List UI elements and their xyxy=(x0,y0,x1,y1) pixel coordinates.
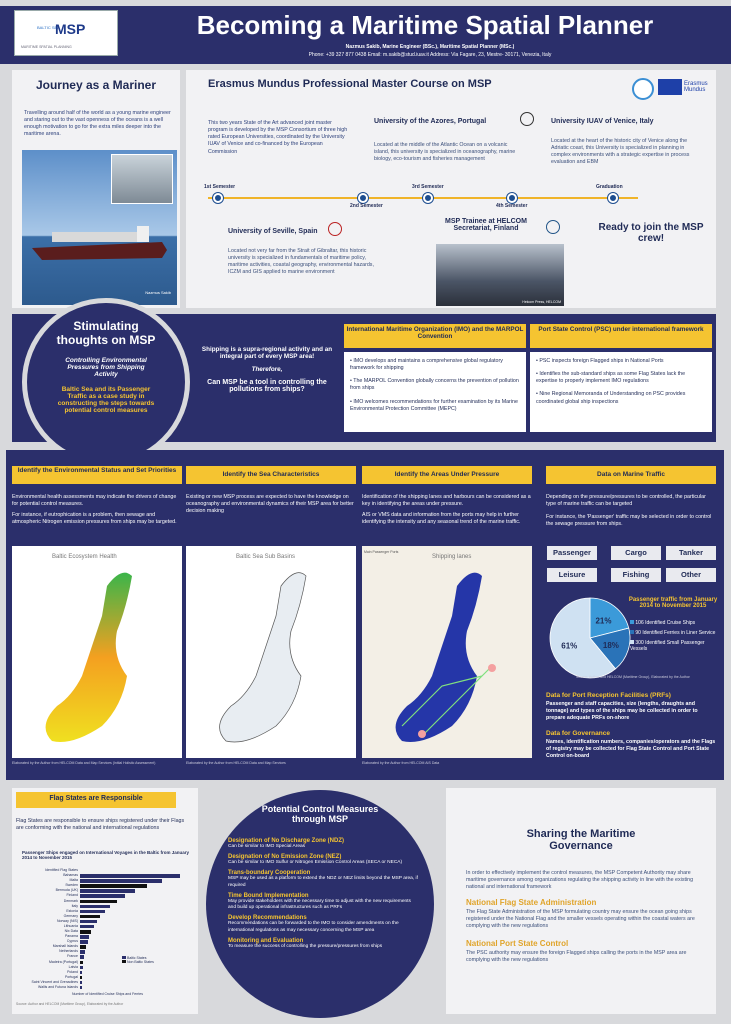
timeline-dot-3 xyxy=(423,193,433,203)
eu-flag-icon xyxy=(658,79,682,95)
flag-bar xyxy=(80,889,135,893)
flag-row: Wallis and Futuna Islands xyxy=(38,984,78,989)
flag-row: Netherlands xyxy=(59,949,78,954)
flag-bar xyxy=(80,955,84,959)
type-cargo: Cargo xyxy=(611,546,661,560)
imo-box: • IMO develops and maintains a comprehensive global regulatory framework for shipping • The MARPOL Convention globally concerns the prevention of pollution from ships • IMO welcomes recommendations for further examination by its Marine Environmental Protection Committee (MEPC) xyxy=(344,352,526,432)
pressure-title: Identify the Areas Under Pressure xyxy=(362,466,532,484)
flag-row: Lithuania xyxy=(63,923,78,928)
ship-photo xyxy=(22,150,177,305)
flag-bar xyxy=(80,930,91,934)
flag-row: Norway (NIS) xyxy=(56,918,78,923)
flag-row: Panama xyxy=(64,934,78,939)
azores-text: Located at the middle of the Atlantic Ocean on a volcanic island, this university is specialized in oceanography, marine biology, eco-tourism and fisheries management xyxy=(374,142,516,163)
psc-box: • PSC inspects foreign Flagged ships in National Ports • Identifies the sub-standard ships as some Flag States lack the expertise to properly implement IMO regulations • Nine Regional Memoranda of Understanding on PSC provides coordinated global ship inspections xyxy=(530,352,712,432)
flag-bar xyxy=(80,879,162,883)
control-measure-text: May provide stakeholders with the necessary time to adjust with the new requirements and build up operational infrastructures such as PRFs xyxy=(228,898,411,911)
flag-bar xyxy=(80,981,82,985)
semester-2: 2nd Semester xyxy=(350,203,383,209)
flag-row: Identified Flag States xyxy=(45,868,78,872)
stimulating-focus: Baltic Sea and its Passenger Traffic as a case study in constructing the steps towards potential control measures xyxy=(57,386,155,414)
venice-text: Located at the heart of the historic city of Venice along the Adriatic coast, this University is specialized in planning in complex environments with a strategic expertise in process evaluation and EBM xyxy=(551,138,690,166)
flag-row: Madeira (Portugal) xyxy=(49,959,78,964)
msp-logo: BALTIC SEA MSP MARITIME SPATIAL PLANNING xyxy=(14,10,118,56)
azores-seal-icon xyxy=(520,112,534,126)
flag-row: Bahamas xyxy=(63,873,78,878)
control-measure-heading: Designation of No Discharge Zone (NDZ) xyxy=(228,838,345,844)
flag-row: Poland xyxy=(67,969,78,974)
flag-row: Saint Vincent and Grenadines xyxy=(31,979,78,984)
timeline-dot-4 xyxy=(507,193,517,203)
ecosystem-map-title: Baltic Ecosystem Health xyxy=(52,554,117,560)
journey-text: Travelling around half of the world as a young marine engineer and staring out to the vast openness of the oceans is a well enough motivation to go for the extra miles deeper into the maritime arena. xyxy=(24,110,171,138)
timeline-dot-1 xyxy=(213,193,223,203)
sub-basins-title: Baltic Sea Sub Basins xyxy=(236,554,296,560)
flag-bar xyxy=(80,910,105,914)
flag-chart-title: Passenger Ships engaged on International Voyages in the Baltic from January 2014 to November 2015 xyxy=(22,850,189,860)
control-measures-circle xyxy=(206,790,434,1018)
flag-row: Portugal xyxy=(64,974,78,979)
flag-row: Malta xyxy=(69,878,78,883)
flag-row: Germany xyxy=(63,913,78,918)
flag-bar xyxy=(80,976,82,980)
sea-char-text: Existing or new MSP process are expected to have the knowledge on oceanography and environmental dynamics of their MSP area for better decision making xyxy=(186,494,354,515)
stimulating-band xyxy=(12,314,716,442)
erasmus-panel xyxy=(186,70,716,308)
ecosystem-map-source: Elaborated by the Author from HELCOM Data and Map Services (Initial Holistic Assessment) xyxy=(12,761,156,765)
shipping-lanes-map xyxy=(362,546,532,758)
flag-bar xyxy=(80,966,83,970)
erasmus-brand: Erasmus Mundus xyxy=(684,81,708,93)
flag-bar xyxy=(80,874,180,878)
type-leisure: Leisure xyxy=(547,568,597,582)
author-line: Nazmus Sakib, Marine Engineer (BSc.), Maritime Spatial Planner (MSc.) xyxy=(345,44,515,50)
flag-row: Sweden xyxy=(65,883,78,888)
pie-legend: 106 Identified Cruise Ships 90 Identified Ferries in Liner Service 300 Identified Small Passenger Vessels xyxy=(630,620,716,653)
venice-title: University IUAV of Venice, Italy xyxy=(551,118,654,125)
sub-basins-source: Elaborated by the Author from HELCOM Data and Map Services xyxy=(186,761,286,765)
control-measure-heading: Trans-boundary Cooperation xyxy=(228,870,311,877)
timeline-dot-2 xyxy=(358,193,368,203)
sea-char-title: Identify the Sea Characteristics xyxy=(186,466,356,484)
flag-bar xyxy=(80,894,125,898)
control-title: Potential Control Measures through MSP xyxy=(261,804,379,824)
flag-states-title: Flag States are Responsible xyxy=(16,792,176,808)
mariner-photo xyxy=(111,154,173,204)
flag-legend: Baltic States Non Baltic States xyxy=(122,956,154,964)
env-status-text: Environmental health assessments may indicate the drivers of change for potential control measures. For instance, if eutrophication is a problem, then sewage and atmospheric Nitrogen emission pressures from ships may be targeted. xyxy=(12,494,177,526)
flag-bar xyxy=(80,961,83,965)
flag-states-text: Flag States are responsible to ensure ships registered under their Flags are conforming with the national and international regulations xyxy=(16,818,185,832)
trainee-title: MSP Trainee at HELCOM Secretariat, Finland xyxy=(445,218,527,232)
flag-xlabel: Number of Identified Cruise Ships and Ferries xyxy=(72,992,144,996)
pressure-text: Identification of the shipping lanes and harbours can be considered as a key in identifying the areas under pressure. AIS or VMS data and information from the ports may help in further identifying the intensity and any seasonal trend of the marine traffic. xyxy=(362,494,531,526)
journey-panel xyxy=(12,70,180,308)
governance-panel xyxy=(446,788,716,1014)
pie-source: Source: Author and HELCOM (Maritime Group), Elaborated by the Author xyxy=(576,675,690,679)
ports-legend: Main Passenger Ports xyxy=(364,550,399,554)
traffic-data-title: Data on Marine Traffic xyxy=(546,466,716,484)
control-measure-text: Recommendations can be forwarded to the IMO to consider amendments on the international regulations as may necessary concerning the MSP area xyxy=(228,921,399,933)
shipping-question: Shipping is a supra-regional activity and an integral part of every MSP area! Therefore, Can MSP be a tool in controlling the pollutions from ships? xyxy=(201,346,333,393)
seville-text: Located not very far from the Strait of Gibraltar, this historic university is specialized in fundamentals of maritime policy, maritime activities, coastal geography, environmental hazards, ICZM and GIS applied to marine environment xyxy=(228,248,374,276)
imo-title: International Maritime Organization (IMO) and the MARPOL Convention xyxy=(344,324,526,348)
flag-bar xyxy=(80,986,82,990)
gov-data-text: Names, identification numbers, companies/operators and the Flags of registry may be collected for Flag State Control and Port State Control on-board xyxy=(546,739,716,760)
flag-row: Nix Data xyxy=(64,929,78,933)
flag-bar xyxy=(80,915,100,919)
flag-bar xyxy=(80,905,110,909)
prf-text: Passenger and staff capacities, size (lengths, draughts and tonnage) and types of the ships may be collected in order to prepare adequate PRFs on-shore xyxy=(546,701,698,722)
helcom-photo-caption: Helcom Press, HELCOM xyxy=(522,300,561,304)
flag-admin-title: National Flag State Administration xyxy=(466,898,597,907)
flag-row: Italy xyxy=(71,903,78,908)
control-measure-text: To measure the success of controlling the pressure/pressures from ships xyxy=(228,943,383,949)
governance-text: In order to effectively implement the control measures, the MSP Competent Authority may share maritime governance among organizations regulating the shipping activity in line with the existing national and international framework xyxy=(466,870,694,891)
graduation-label: Graduation xyxy=(596,184,623,190)
passenger-pie-chart xyxy=(546,594,634,682)
semester-1: 1st Semester xyxy=(204,184,236,190)
flag-row: Estonia xyxy=(66,908,78,913)
env-status-title: Identify the Environmental Status and Set Priorities xyxy=(12,466,182,484)
poster-header xyxy=(0,6,731,64)
contact-line: Phone: +39 327 877 0438 Email: m.sakib@stud.iuav.it Address: Via Fagare, 23, Mestre- 30171, Venezia, Italy xyxy=(308,52,552,58)
flag-row: Denmark xyxy=(63,898,78,903)
semester-3: 3rd Semester xyxy=(412,184,444,190)
identify-band xyxy=(6,450,724,780)
psc-national-title: National Port State Control xyxy=(466,939,569,948)
seville-title: University of Seville, Spain xyxy=(228,228,318,235)
flag-bar xyxy=(80,935,89,939)
traffic-data-text: Depending on the pressure/pressures to be controlled, the particular type of marine traffic can be targeted For instance, the 'Passenger' traffic may be selected in order to control the sewage pressure from ships. xyxy=(546,494,712,528)
control-measure-heading: Time Bound Implementation xyxy=(228,892,309,899)
control-measure-heading: Develop Recommendations xyxy=(228,915,307,922)
governance-title: Sharing the Maritime Governance xyxy=(526,828,636,852)
photo-caption: Nazmus Sakib xyxy=(145,290,171,295)
flag-bar xyxy=(80,945,86,949)
flag-row: Bermuda (UK) xyxy=(55,888,78,893)
flag-row: France xyxy=(67,954,78,959)
flag-admin-text: The Flag State Administration of the MSP formulating country may ensure the ocean going ships registered under the National Flag and the smaller vessels operating within the coastal waters are complying with the new regulations xyxy=(466,909,695,930)
flag-row: Finland xyxy=(66,893,78,898)
seville-seal-icon xyxy=(328,222,342,236)
ready-text: Ready to join the MSP crew! xyxy=(598,222,704,244)
journey-title: Journey as a Mariner xyxy=(35,78,157,92)
flag-bar xyxy=(80,900,117,904)
prf-title: Data for Port Reception Facilities (PRFs) xyxy=(546,692,671,699)
erasmus-title: Erasmus Mundus Professional Master Course on MSP xyxy=(208,78,492,90)
flag-row: Latvia xyxy=(68,964,78,969)
type-fishing: Fishing xyxy=(611,568,661,582)
pie-label-3: 61% xyxy=(561,641,578,651)
control-measure-text: Can be similar to IMO Special Areas xyxy=(228,844,306,849)
pie-label-1: 21% xyxy=(595,616,612,626)
type-tanker: Tanker xyxy=(666,546,716,560)
semester-4: 4th Semester xyxy=(496,203,528,209)
ecosystem-health-map xyxy=(12,546,182,758)
psc-national-text: The PSC authority may ensure the foreign Flagged ships calling the ports in the MSP area are complying with the new regulations xyxy=(466,950,687,964)
flag-states-chart xyxy=(16,868,196,990)
sub-basins-map xyxy=(186,546,356,758)
shipping-map-title: Shipping lanes xyxy=(432,554,472,560)
helcom-icon xyxy=(546,220,560,234)
control-measure-heading: Designation of No Emission Zone (NEZ) xyxy=(228,854,342,861)
timeline-dot-5 xyxy=(608,193,618,203)
helcom-group-photo xyxy=(436,244,564,306)
flag-bar xyxy=(80,971,82,975)
gov-data-title: Data for Governance xyxy=(546,730,610,737)
pie-label-2: 18% xyxy=(602,640,619,650)
flag-bar xyxy=(80,925,94,929)
type-passenger: Passenger xyxy=(547,546,597,560)
flag-bar xyxy=(80,884,147,888)
pie-title: Passenger traffic from January 2014 to November 2015 xyxy=(628,597,718,609)
azores-title: University of the Azores, Portugal xyxy=(374,118,487,125)
stimulating-title: Stimulating thoughts on MSP xyxy=(56,319,156,347)
type-other: Other xyxy=(666,568,716,582)
psc-title: Port State Control (PSC) under international framework xyxy=(530,324,712,348)
flag-bar xyxy=(80,950,85,954)
shipping-map-source: Elaborated by the Author from HELCOM AIS Data xyxy=(362,761,440,765)
flag-states-panel xyxy=(12,788,198,1014)
stimulating-circle xyxy=(22,298,190,466)
flag-bar xyxy=(80,940,88,944)
flag-row: Cyprus xyxy=(66,939,78,944)
poster-title: Becoming a Maritime Spatial Planner xyxy=(196,10,654,40)
control-measure-text: Can be similar to IMO Sulfur or Nitrogen Emission Control Areas (SECA or NECA) xyxy=(228,860,403,866)
flag-row: Marshall Islands xyxy=(52,944,78,949)
erasmus-intro: This two years State of the Art advanced joint master program is developed by the MSP Consortium of three high rated European Universities, coordinated by the University IUAV of Venice and co-financed by the European Commission xyxy=(208,120,348,155)
stimulating-subtitle: Controlling Environmental Pressures from Shipping Activity xyxy=(65,357,147,378)
flag-source: Source: Author and HELCOM (Maritime Group), Elaborated by the Author xyxy=(16,1002,124,1006)
control-measure-heading: Monitoring and Evaluation xyxy=(228,937,304,944)
flag-bar xyxy=(80,920,97,924)
control-measure-text: MSP may be used as a platform to extend the NDZ or NEZ limits beyond the MSP area, if required xyxy=(228,876,418,888)
consortium-icon xyxy=(632,78,654,100)
